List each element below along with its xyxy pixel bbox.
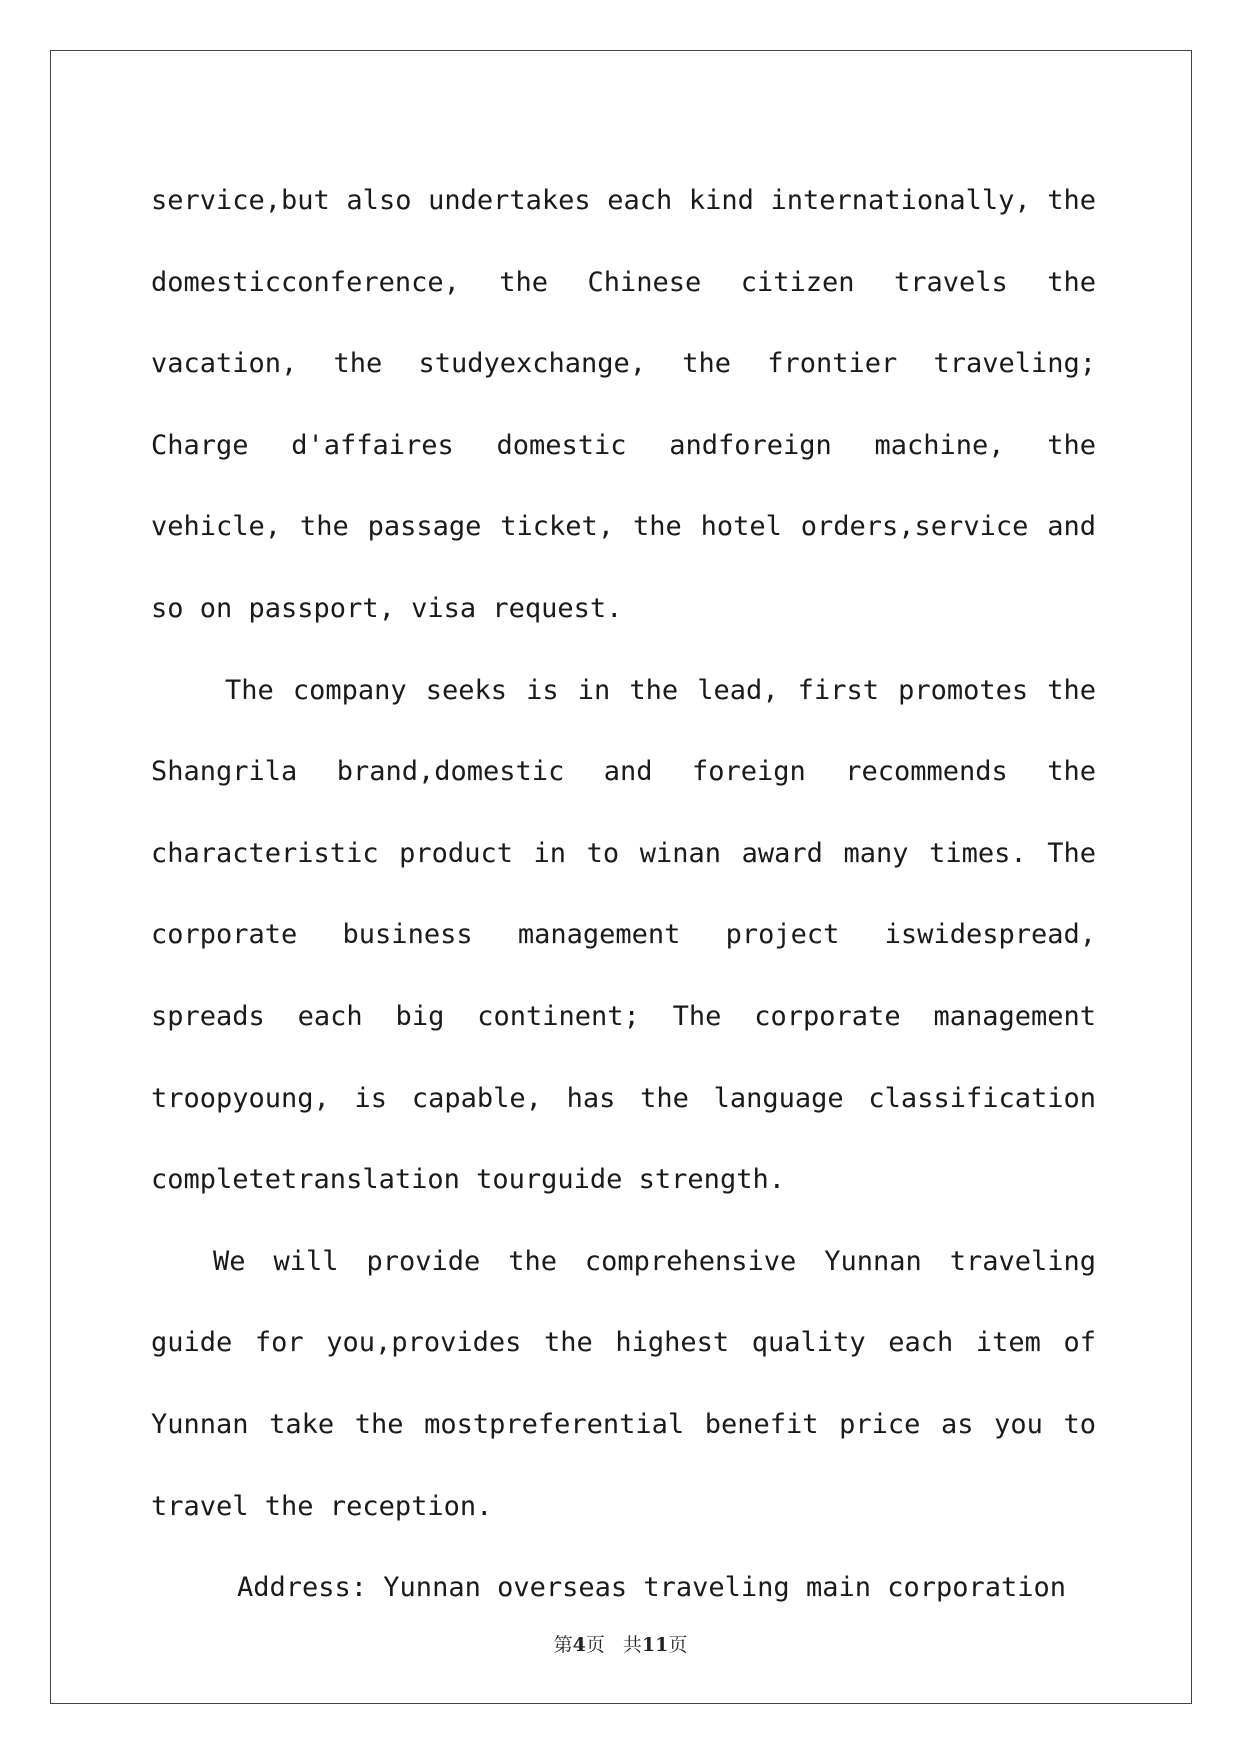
total-pages: 11 (641, 1634, 669, 1656)
page-suffix: 页 (585, 1634, 605, 1656)
paragraph-1: service,but also undertakes each kind internationally, the domesticconference, the Chinese citizen travels the vacation, the studyexchange, the frontier traveling; Charge d'affaires domestic andforeign machine, the vehicle, the passage ticket, the hotel orders,service and so on passport, visa request. (151, 185, 1096, 624)
page-number: 4 (572, 1634, 586, 1656)
paragraph-4: Address: Yunnan overseas traveling main corporation (237, 1572, 1067, 1604)
page-footer (0, 1630, 1241, 1657)
total-prefix: 共 (622, 1634, 642, 1656)
total-suffix: 页 (668, 1634, 688, 1656)
page-prefix: 第 (553, 1634, 573, 1656)
paragraph-3: We will provide the comprehensive Yunnan traveling guide for you,provides the highest quality each item of Yunnan take the mostpreferential benefit price as you to travel the reception. (151, 1245, 1096, 1522)
paragraph-2: The company seeks is in the lead, first promotes the Shangrila brand,domestic and foreign recommends the characteristic product in to winan award many times. The corporate business management project iswidespread, spreads each big continent; The corporate management troopyoung, is capable, has the language classification completetranslation tourguide strength. (151, 674, 1096, 1196)
document-body (151, 160, 1096, 1629)
